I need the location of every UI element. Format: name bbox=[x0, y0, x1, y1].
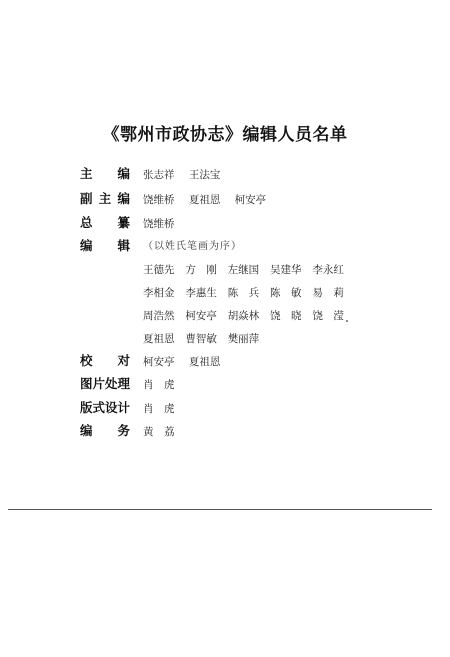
role-label-char: 主 bbox=[98, 191, 112, 206]
person-name: 张志祥 bbox=[143, 169, 175, 181]
names-deputy-editor bbox=[143, 192, 277, 208]
person-name: 柯安亭 bbox=[234, 194, 267, 206]
person-name: 王德先 bbox=[143, 264, 175, 276]
page-title: 《鄂州市政协志》编辑人员名单 bbox=[102, 125, 348, 145]
role-label-char: 纂 bbox=[117, 215, 130, 230]
person-name: 夏祖恩 bbox=[143, 333, 175, 345]
role-label-char: 副 bbox=[80, 191, 93, 206]
editors-ordering-note: （以姓氏笔画为序） bbox=[143, 241, 242, 252]
role-label-char: 总 bbox=[80, 215, 93, 230]
person-name: 柯安亭 bbox=[143, 356, 175, 368]
names-editorial-affairs bbox=[143, 424, 186, 440]
person-name: 易 莉 bbox=[312, 287, 344, 299]
person-name: 饶维桥 bbox=[143, 194, 175, 206]
person-name: 左继国 bbox=[227, 264, 260, 276]
horizontal-divider bbox=[8, 509, 432, 510]
person-name: 周浩然 bbox=[143, 310, 175, 322]
names-proofreading bbox=[143, 354, 231, 370]
role-label-deputy-editor bbox=[80, 191, 130, 207]
role-label-layout-design: 版式设计 bbox=[80, 400, 131, 415]
role-label-char: 编 bbox=[117, 191, 130, 206]
person-name: 饶 晓 bbox=[270, 310, 302, 322]
names-image-processing bbox=[143, 377, 186, 393]
names-general-compiler bbox=[143, 216, 186, 232]
role-label-proofreading bbox=[80, 353, 130, 369]
person-name: 陈 兵 bbox=[227, 287, 260, 299]
person-name: 樊丽萍 bbox=[227, 333, 260, 345]
role-label-general-compiler bbox=[80, 215, 130, 231]
person-name: 肖 虎 bbox=[143, 403, 175, 415]
person-name: 夏祖恩 bbox=[188, 194, 221, 206]
role-label-char: 务 bbox=[117, 423, 130, 438]
person-name: 饶 滢 bbox=[312, 310, 344, 322]
role-label-char: 主 bbox=[80, 166, 93, 181]
editors-row bbox=[143, 308, 351, 324]
names-chief-editor bbox=[143, 167, 231, 183]
editors-row bbox=[143, 262, 351, 278]
editors-row bbox=[143, 331, 267, 347]
role-label-char: 编 bbox=[80, 423, 93, 438]
person-name: 王法宝 bbox=[188, 169, 221, 181]
person-name: 饶维桥 bbox=[143, 218, 175, 230]
role-label-editors bbox=[80, 238, 130, 254]
role-label-char: 辑 bbox=[117, 238, 130, 253]
scan-speck bbox=[346, 320, 348, 322]
person-name: 方 刚 bbox=[185, 264, 217, 276]
role-label-editorial-affairs bbox=[80, 423, 130, 439]
role-label-char: 校 bbox=[80, 353, 93, 368]
person-name: 曹智敏 bbox=[185, 333, 217, 345]
role-label-chief-editor bbox=[80, 166, 130, 182]
role-label-image-processing: 图片处理 bbox=[80, 376, 131, 391]
person-name: 肖 虎 bbox=[143, 379, 175, 391]
role-label-char: 对 bbox=[117, 353, 130, 368]
person-name: 陈 敏 bbox=[270, 287, 302, 299]
person-name: 李相金 bbox=[143, 287, 175, 299]
person-name: 黄 荔 bbox=[143, 426, 175, 438]
person-name: 李惠生 bbox=[185, 287, 217, 299]
names-layout-design bbox=[143, 401, 186, 417]
editors-row bbox=[143, 285, 351, 301]
person-name: 柯安亭 bbox=[185, 310, 217, 322]
person-name: 李永红 bbox=[312, 264, 344, 276]
role-label-char: 编 bbox=[80, 238, 93, 253]
role-label-char: 编 bbox=[117, 166, 130, 181]
person-name: 胡焱林 bbox=[227, 310, 260, 322]
person-name: 夏祖恩 bbox=[188, 356, 221, 368]
person-name: 吴建华 bbox=[270, 264, 302, 276]
